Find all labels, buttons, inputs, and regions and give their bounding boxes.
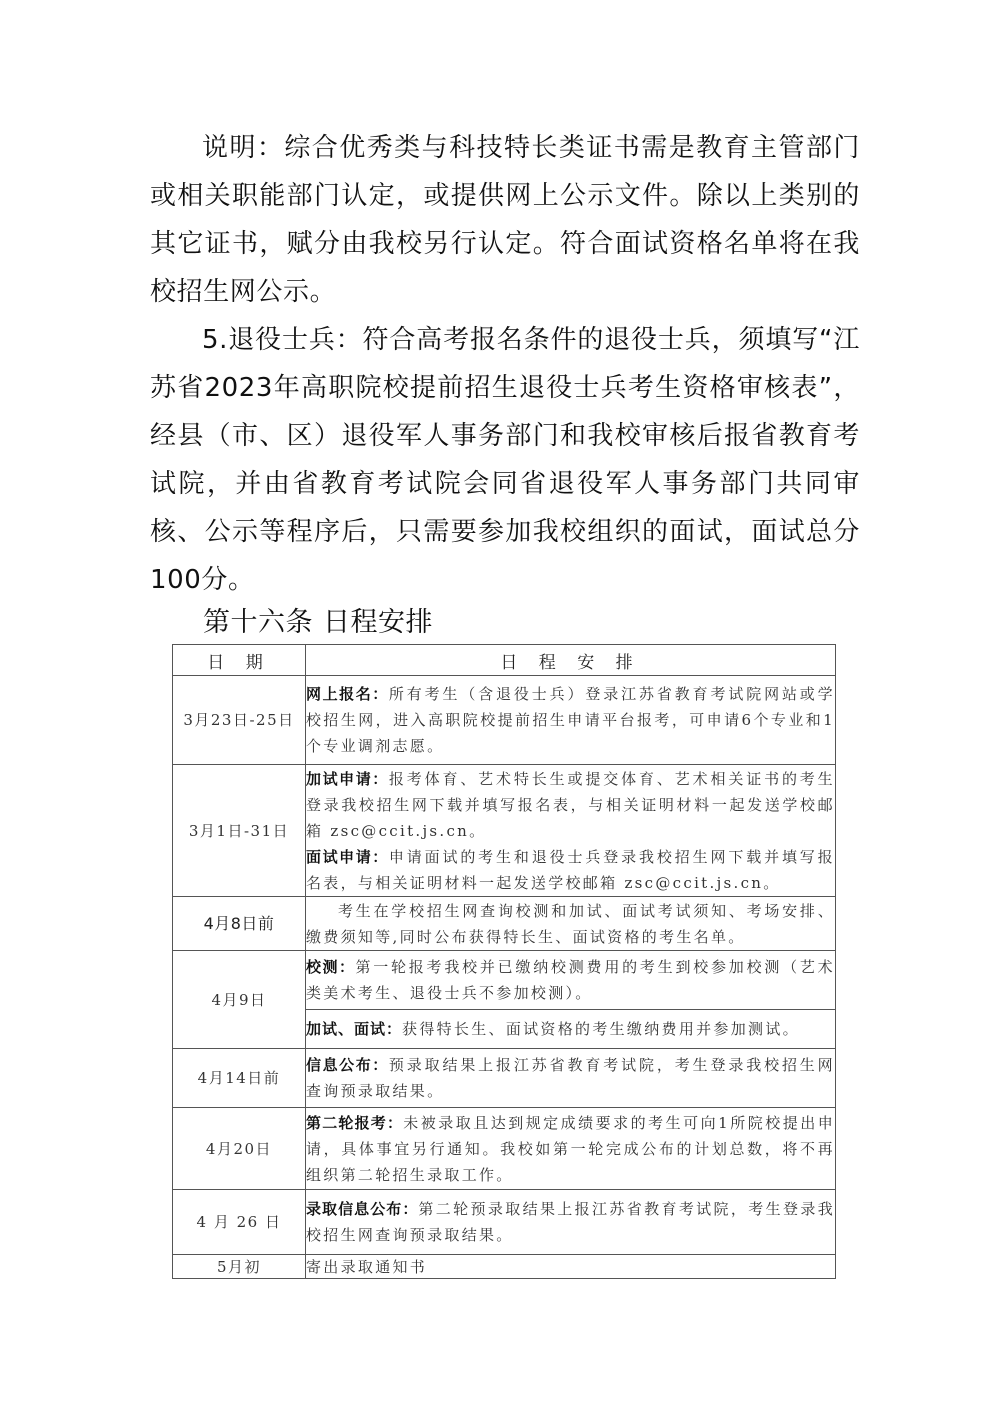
plan-cell <box>306 1010 836 1049</box>
plan-cell <box>306 1255 836 1279</box>
item-text: 获得特长生、面试资格的考生缴纳费用并参加测试。 <box>402 1020 800 1038</box>
plan-cell <box>306 1049 836 1108</box>
item-text: 未被录取且达到规定成绩要求的考生可向1所院校提出申请，具体事宜另行通知。我校如第一轮完成公布的计划总数，将不再组织第二轮招生录取工作。 <box>306 1113 835 1184</box>
table-row <box>173 951 836 1010</box>
date-cell: 3月1日-31日 <box>173 765 306 897</box>
plan-cell <box>306 951 836 1010</box>
item-label: 信息公布： <box>306 1056 389 1074</box>
plan-cell <box>306 765 836 897</box>
item-text: 预录取结果上报江苏省教育考试院，考生登录我校招生网查询预录取结果。 <box>306 1056 835 1100</box>
table-row <box>173 1049 836 1108</box>
item-label: 第二轮报考： <box>306 1113 404 1132</box>
item-label: 网上报名： <box>306 685 389 703</box>
schedule-table <box>172 644 836 1279</box>
date-cell: 5月初 <box>173 1255 306 1279</box>
header-schedule: 日 程 安 排 <box>306 645 836 676</box>
table-row <box>173 897 836 951</box>
item-text: 第一轮报考我校并已缴纳校测费用的考生到校参加校测（艺术类美术考生、退役士兵不参加校测）。 <box>306 958 835 1002</box>
item-label: 校测： <box>306 958 356 976</box>
item-text: 寄出录取通知书 <box>306 1257 428 1276</box>
plan-cell <box>306 1190 836 1255</box>
header-date: 日 期 <box>173 645 306 676</box>
item-text: 所有考生（含退役士兵）登录江苏省教育考试院网站或学校招生网，进入高职院校提前招生申请平台报考，可申请6个专业和1个专业调剂志愿。 <box>306 685 835 755</box>
section-heading <box>203 603 433 643</box>
table-header-row <box>173 645 836 676</box>
table-row <box>173 1255 836 1279</box>
table-row <box>173 765 836 897</box>
date-cell: 4月14日前 <box>173 1049 306 1108</box>
plan-cell <box>306 676 836 765</box>
date-cell: 4月20日 <box>173 1108 306 1190</box>
plan-cell <box>306 897 836 951</box>
plan-item <box>306 766 835 844</box>
item-text: 申请面试的考生和退役士兵登录我校招生网下载并填写报名表，与相关证明材料一起发送学校邮箱 zsc@ccit.js.cn。 <box>306 847 835 892</box>
item-text: 第二轮预录取结果上报江苏省教育考试院，考生登录我校招生网查询预录取结果。 <box>306 1200 835 1244</box>
plan-item <box>306 844 835 896</box>
item-label: 加试、面试： <box>306 1020 403 1038</box>
item-text: 报考体育、艺术特长生或提交体育、艺术相关证书的考生登录我校招生网下载并填写报名表，与相关证明材料一起发送学校邮箱 zsc@ccit.js.cn。 <box>306 769 835 840</box>
item-label: 面试申请： <box>306 847 389 866</box>
table-row <box>173 1190 836 1255</box>
note-paragraph: 说明：综合优秀类与科技特长类证书需是教育主管部门或相关职能部门认定，或提供网上公示文件。除以上类别的其它证书，赋分由我校另行认定。符合面试资格名单将在我校招生网公示。 <box>150 133 860 307</box>
plan-cell <box>306 1108 836 1190</box>
table-row <box>173 1108 836 1190</box>
date-cell: 3月23日-25日 <box>173 676 306 765</box>
veterans-paragraph: 5.退役士兵：符合高考报名条件的退役士兵，须填写“江苏省2023年高职院校提前招生退役士兵考生资格审核表”，经县（市、区）退役军人事务部门和我校审核后报省教育考试院，并由省教育考试院会同省退役军人事务部门共同审核、公示等程序后，只需要参加我校组织的面试，面试总分 100分。 <box>150 325 860 595</box>
item-label: 加试申请： <box>306 769 389 788</box>
item-label: 录取信息公布： <box>306 1200 419 1218</box>
date-cell: 4月8日前 <box>173 897 306 951</box>
date-cell: 4 月 26 日 <box>173 1190 306 1255</box>
date-cell: 4月9日 <box>173 951 306 1049</box>
item-text: 考生在学校招生网查询校测和加试、面试考试须知、考场安排、缴费须知等,同时公布获得特长生、面试资格的考生名单。 <box>306 901 835 946</box>
section-title: 日程安排 <box>323 607 433 638</box>
table-row <box>173 676 836 765</box>
article-number: 第十六条 <box>203 607 313 638</box>
